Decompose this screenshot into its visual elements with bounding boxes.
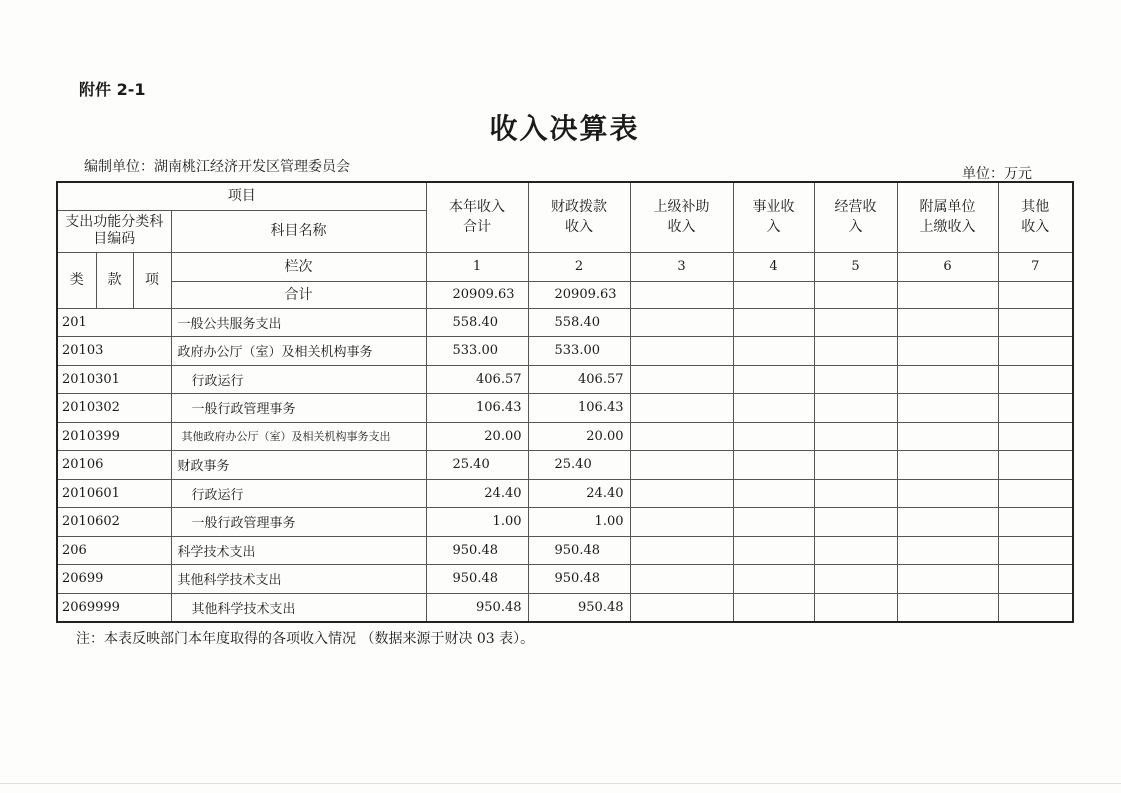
row-code: 20106 (57, 451, 171, 480)
col-index-4: 4 (733, 252, 814, 281)
row-name: 其他科学技术支出 (171, 565, 426, 594)
table-row (57, 593, 1073, 622)
row-name: 一般行政管理事务 (171, 394, 426, 423)
col-index-6: 6 (897, 252, 998, 281)
row-code: 2010601 (57, 479, 171, 508)
col-index-3: 3 (630, 252, 733, 281)
footnote: 注：本表反映部门本年度取得的各项收入情况 （数据来源于财决 03 表）。 (76, 631, 535, 647)
total-value-1: 20909.63 (426, 281, 528, 308)
row-v2: 106.43 (528, 394, 630, 423)
row-code: 2010602 (57, 508, 171, 537)
col-index-7: 7 (998, 252, 1073, 281)
row-code: 206 (57, 536, 171, 565)
row-v2: 533.00 (528, 337, 630, 366)
header-subject-name: 科目名称 (171, 210, 426, 252)
table-row (57, 422, 1073, 451)
row-v1: 533.00 (426, 337, 528, 366)
row-v1: 20.00 (426, 422, 528, 451)
row-v2: 20.00 (528, 422, 630, 451)
row-v1: 406.57 (426, 365, 528, 394)
row-v2: 950.48 (528, 565, 630, 594)
row-v2: 950.48 (528, 536, 630, 565)
header-col-1: 本年收入合计 (426, 182, 528, 252)
row-name: 行政运行 (171, 479, 426, 508)
row-code: 2010302 (57, 394, 171, 423)
row-code: 20103 (57, 337, 171, 366)
header-col-7: 其他收入 (998, 182, 1073, 252)
table-row (57, 565, 1073, 594)
table-row (57, 479, 1073, 508)
row-name: 一般行政管理事务 (171, 508, 426, 537)
row-code: 2069999 (57, 593, 171, 622)
row-code: 20699 (57, 565, 171, 594)
header-lanci: 栏次 (171, 252, 426, 281)
table-row (57, 308, 1073, 337)
row-v2: 25.40 (528, 451, 630, 480)
header-item: 项目 (57, 182, 426, 210)
row-code: 2010301 (57, 365, 171, 394)
total-value-2: 20909.63 (528, 281, 630, 308)
row-name: 政府办公厅（室）及相关机构事务 (171, 337, 426, 366)
header-col-4: 事业收入 (733, 182, 814, 252)
row-v2: 950.48 (528, 593, 630, 622)
header-xiang: 项 (133, 252, 171, 308)
page-title: 收入决算表 (489, 112, 640, 145)
row-v1: 950.48 (426, 565, 528, 594)
row-code: 2010399 (57, 422, 171, 451)
row-name: 其他科学技术支出 (171, 593, 426, 622)
row-name: 行政运行 (171, 365, 426, 394)
row-v1: 1.00 (426, 508, 528, 537)
col-index-1: 1 (426, 252, 528, 281)
header-col-5: 经营收入 (814, 182, 897, 252)
header-lei: 类 (57, 252, 96, 308)
row-v1: 25.40 (426, 451, 528, 480)
table-row (57, 451, 1073, 480)
row-name: 一般公共服务支出 (171, 308, 426, 337)
row-v2: 1.00 (528, 508, 630, 537)
table-row (57, 394, 1073, 423)
compiler-label: 编制单位：湖南桃江经济开发区管理委员会 (84, 159, 350, 175)
row-v1: 558.40 (426, 308, 528, 337)
header-col-3: 上级补助收入 (630, 182, 733, 252)
row-v1: 24.40 (426, 479, 528, 508)
row-v2: 406.57 (528, 365, 630, 394)
header-total: 合计 (171, 281, 426, 308)
header-col-2: 财政拨款收入 (528, 182, 630, 252)
header-kuan: 款 (96, 252, 133, 308)
unit-label: 单位：万元 (962, 166, 1032, 182)
table-row (57, 508, 1073, 537)
col-index-5: 5 (814, 252, 897, 281)
row-name: 科学技术支出 (171, 536, 426, 565)
scan-edge-line (0, 783, 1121, 784)
row-v1: 106.43 (426, 394, 528, 423)
row-v2: 24.40 (528, 479, 630, 508)
header-col-6: 附属单位上缴收入 (897, 182, 998, 252)
row-name: 其他政府办公厅（室）及相关机构事务支出 (171, 422, 426, 451)
table-row (57, 536, 1073, 565)
row-v1: 950.48 (426, 593, 528, 622)
header-func-code: 支出功能分类科目编码 (57, 210, 171, 252)
row-name: 财政事务 (171, 451, 426, 480)
table-row (57, 337, 1073, 366)
row-code: 201 (57, 308, 171, 337)
col-index-2: 2 (528, 252, 630, 281)
row-v1: 950.48 (426, 536, 528, 565)
table-row (57, 365, 1073, 394)
revenue-table (56, 181, 1074, 623)
attachment-label: 附件 2-1 (79, 80, 146, 99)
row-v2: 558.40 (528, 308, 630, 337)
